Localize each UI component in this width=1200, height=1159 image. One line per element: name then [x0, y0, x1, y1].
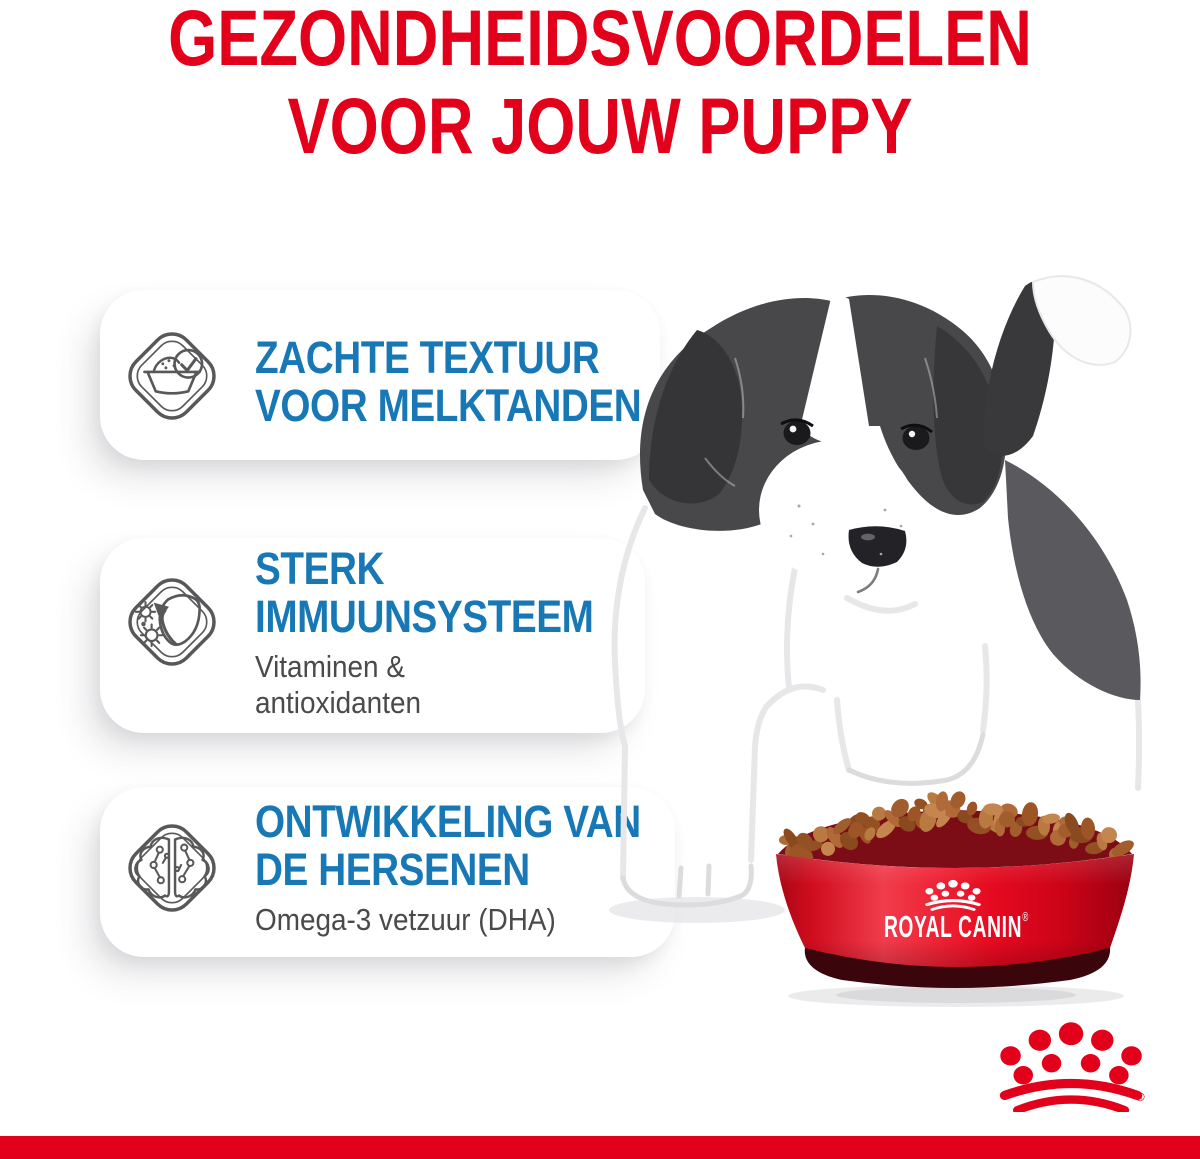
page-title [120, 0, 1080, 169]
benefit-subtitle-line: Vitaminen & [255, 649, 405, 685]
immune-shield-icon [118, 568, 226, 676]
bottom-red-bar [0, 1136, 1200, 1159]
benefit-subtitle-line: antioxidanten [255, 684, 421, 720]
benefit-heading-line: VOOR MELKTANDEN [255, 379, 642, 431]
page-title-line1: GEZONDHEIDSVOORDELEN [168, 0, 1032, 82]
benefit-subtitle-line: Omega-3 vetzuur (DHA) [255, 902, 556, 938]
benefit-heading-line: ONTWIKKELING VAN [255, 796, 641, 847]
benefit-heading-line: STERK [255, 543, 385, 594]
benefit-heading [255, 334, 641, 429]
page-title-line2: VOOR JOUW PUPPY [287, 80, 913, 170]
benefit-card-soft-texture [100, 290, 660, 460]
brain-icon [118, 814, 226, 922]
food-bowl [770, 790, 1140, 1010]
food-bowl-check-icon [118, 322, 226, 430]
benefit-subtitle [255, 649, 609, 720]
benefit-heading-line: DE HERSENEN [255, 843, 530, 895]
benefit-heading-line: IMMUUNSYSTEEM [255, 590, 594, 642]
royal-canin-crown-logo [993, 1020, 1153, 1112]
crown-registered: ® [1135, 1090, 1145, 1104]
benefit-card-immune-system [100, 538, 645, 733]
bowl-brand-registered: ® [1022, 910, 1029, 925]
benefit-heading [255, 798, 641, 893]
benefit-heading-line: ZACHTE TEXTUUR [255, 332, 600, 383]
bowl-brand-text: ROYAL CANIN [883, 910, 1023, 945]
benefit-heading [255, 545, 593, 640]
